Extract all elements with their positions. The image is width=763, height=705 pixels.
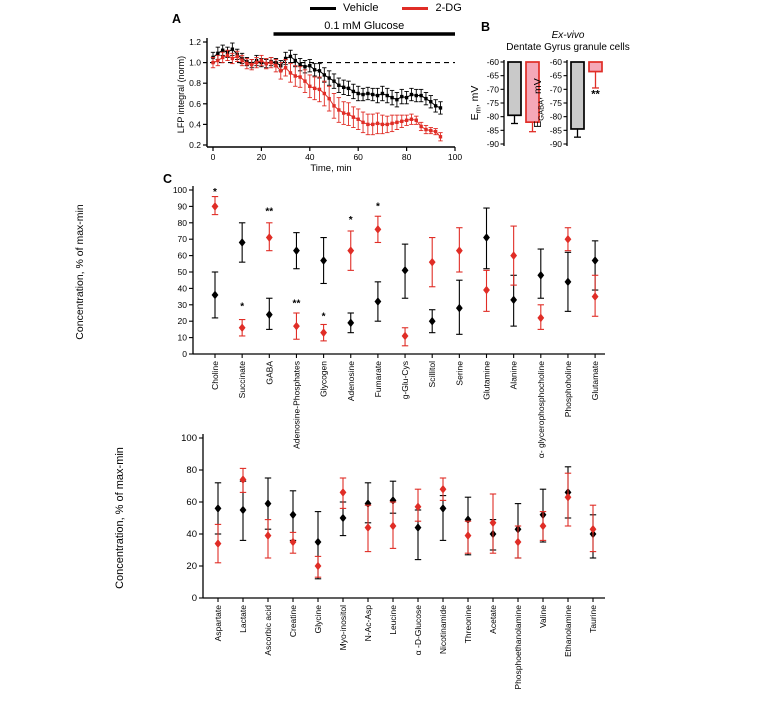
category-label: Threonine xyxy=(463,605,473,644)
svg-text:0.2: 0.2 xyxy=(189,140,201,150)
significance-marker: ** xyxy=(292,298,301,310)
series-Vehicle xyxy=(211,43,443,114)
category-label: α- glycerophosphocholine xyxy=(535,361,546,459)
category-label: Ascorbic acid xyxy=(263,605,273,656)
category-label: Alanine xyxy=(508,361,519,390)
category-label: N-Ac-Asp xyxy=(363,605,373,642)
svg-text:-90: -90 xyxy=(486,139,499,149)
panel-b-potential-charts xyxy=(468,15,763,180)
panel-c-bottom-scatter xyxy=(55,425,655,705)
category-label: Aspartate xyxy=(213,605,223,642)
legend-label-2dg: 2-DG xyxy=(435,2,462,14)
y-axis-label: $E_{GABA}$, mV xyxy=(532,78,546,128)
series-2-DG xyxy=(211,50,443,141)
category-label: Glycine xyxy=(313,605,323,634)
category-label: GABA xyxy=(264,361,275,385)
category-label: α -D-Glucose xyxy=(413,605,423,656)
significance-marker: * xyxy=(240,301,245,313)
svg-text:20: 20 xyxy=(186,561,197,572)
svg-text:0.6: 0.6 xyxy=(189,98,201,109)
svg-text:-80: -80 xyxy=(486,111,499,122)
bar-Vehicle xyxy=(571,62,584,129)
bar-chart-1 xyxy=(532,57,602,149)
svg-text:-60: -60 xyxy=(486,57,499,67)
svg-text:80: 80 xyxy=(177,217,187,228)
svg-text:70: 70 xyxy=(177,234,187,245)
svg-text:-70: -70 xyxy=(486,84,499,95)
svg-text:-85: -85 xyxy=(486,125,499,136)
svg-text:0.8: 0.8 xyxy=(189,78,201,89)
category-label: Acetate xyxy=(488,605,498,634)
significance-marker: * xyxy=(213,186,217,198)
svg-text:60: 60 xyxy=(186,497,197,508)
svg-text:0.4: 0.4 xyxy=(189,119,201,130)
category-label: Lactate xyxy=(238,605,248,633)
svg-text:1.0: 1.0 xyxy=(189,57,201,68)
series-Vehicle xyxy=(215,467,597,579)
bar-2-DG xyxy=(589,62,602,72)
significance-marker: * xyxy=(348,214,353,226)
category-label: Succinate xyxy=(237,361,248,399)
category-label: Glycogen xyxy=(318,361,329,397)
panel-label-c: C xyxy=(163,172,173,186)
panel-label-a: A xyxy=(172,12,182,26)
svg-text:-75: -75 xyxy=(486,98,499,108)
bar-Vehicle xyxy=(508,62,521,115)
svg-text:20: 20 xyxy=(177,316,187,327)
y-axis-label: Concentration, % of max-min xyxy=(74,204,86,340)
svg-text:90: 90 xyxy=(177,201,187,212)
svg-text:0: 0 xyxy=(210,152,216,162)
glucose-treatment-label: 0.1 mM Glucose xyxy=(324,20,405,32)
panel-label-b: B xyxy=(481,20,491,34)
svg-text:50: 50 xyxy=(177,267,187,277)
svg-text:10: 10 xyxy=(177,332,187,343)
significance-marker: ** xyxy=(591,88,600,101)
lfp-plot xyxy=(176,20,462,174)
svg-text:40: 40 xyxy=(177,283,187,294)
svg-text:-90: -90 xyxy=(549,139,562,149)
legend-label-vehicle: Vehicle xyxy=(343,2,379,14)
series-2-DG xyxy=(215,468,597,577)
svg-text:0: 0 xyxy=(191,593,197,604)
category-label: Taurine xyxy=(588,605,598,633)
category-label: Ethanolamine xyxy=(563,605,573,657)
metabolites_bottom xyxy=(114,433,605,690)
category-label: Glutamate xyxy=(590,361,601,401)
svg-text:100: 100 xyxy=(447,152,463,162)
category-label: Glutamine xyxy=(481,361,492,400)
x-axis-label: Time, min xyxy=(310,163,352,174)
svg-text:60: 60 xyxy=(177,250,187,261)
svg-text:-80: -80 xyxy=(549,111,562,122)
svg-text:100: 100 xyxy=(181,433,197,444)
category-label: Serine xyxy=(454,361,465,386)
y-axis-label: LFP integral (norm) xyxy=(176,55,186,134)
significance-marker: ** xyxy=(265,206,274,218)
svg-text:-70: -70 xyxy=(549,84,562,95)
svg-text:30: 30 xyxy=(177,299,187,310)
category-label: Adenosine-Phosphates xyxy=(291,361,302,449)
svg-text:-85: -85 xyxy=(549,125,562,136)
svg-text:40: 40 xyxy=(305,152,315,162)
svg-text:100: 100 xyxy=(172,185,187,195)
category-label: Choline xyxy=(210,361,220,390)
svg-text:80: 80 xyxy=(186,465,197,476)
svg-text:40: 40 xyxy=(186,529,197,540)
svg-text:-60: -60 xyxy=(549,57,562,67)
significance-marker: * xyxy=(321,311,326,323)
svg-text:60: 60 xyxy=(353,152,363,162)
bar-chart-0 xyxy=(469,57,539,149)
panel-b-title-cells: Dentate Gyrus granule cells xyxy=(506,42,630,53)
panel-b-title-exvivo: Ex-vivo xyxy=(551,30,585,41)
category-label: Fumarate xyxy=(372,361,383,398)
category-label: Phosphoholine xyxy=(562,361,573,418)
svg-text:80: 80 xyxy=(401,152,412,162)
y-axis-label: Concentration, % of max-min xyxy=(114,447,126,589)
svg-text:0: 0 xyxy=(182,349,187,359)
y-axis-label: $E_m$, mV xyxy=(469,85,483,121)
svg-text:1.2: 1.2 xyxy=(189,37,201,47)
category-label: Leucine xyxy=(388,605,398,635)
metabolites_top xyxy=(74,185,605,458)
category-label: Myo-inositol xyxy=(338,605,348,651)
significance-marker: * xyxy=(375,201,380,213)
svg-text:20: 20 xyxy=(256,152,267,162)
svg-text:-75: -75 xyxy=(549,98,562,108)
category-label: Phosphoethanolamine xyxy=(513,605,523,690)
category-label: Scillitol xyxy=(427,361,438,388)
category-label: Adenosine xyxy=(345,361,356,402)
category-label: g-Glu-Cys xyxy=(400,361,411,400)
svg-text:-65: -65 xyxy=(549,70,562,81)
category-label: Nicotinamide xyxy=(438,605,448,655)
category-label: Creatine xyxy=(288,605,298,638)
svg-text:-65: -65 xyxy=(486,70,499,81)
category-label: Valine xyxy=(538,605,548,628)
panel-a-lfp-chart xyxy=(170,0,470,174)
